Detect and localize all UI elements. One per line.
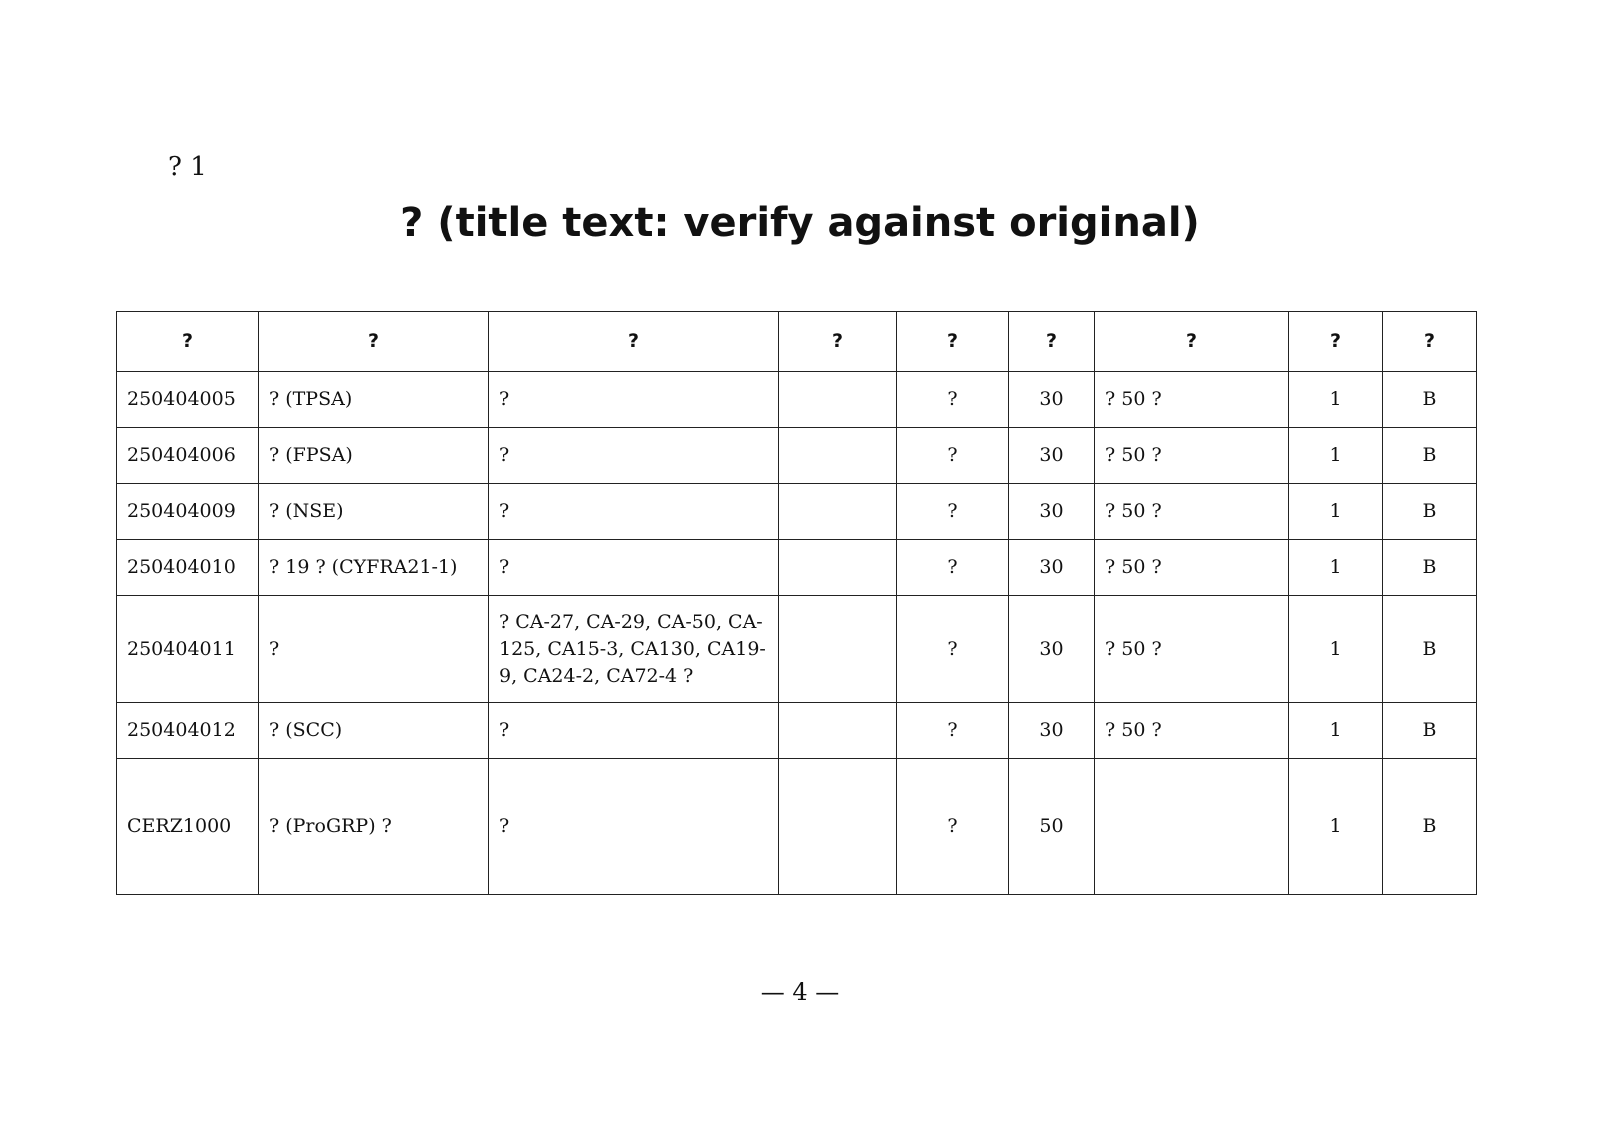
- header-payment-category: ?: [1289, 312, 1383, 372]
- cell-code: 250404012: [117, 703, 259, 759]
- table-row: [117, 484, 1477, 540]
- cell-stat: B: [1383, 428, 1477, 484]
- table-row: [117, 596, 1477, 703]
- cell-exclusions: [779, 540, 897, 596]
- table-row: [117, 703, 1477, 759]
- cell-name: ? (SCC): [259, 703, 489, 759]
- cell-exclusions: [779, 484, 897, 540]
- cell-payment: 1: [1289, 484, 1383, 540]
- header-item-content: ?: [489, 312, 779, 372]
- cell-price: 30: [1009, 484, 1095, 540]
- cell-name: ? (NSE): [259, 484, 489, 540]
- cell-code: 250404006: [117, 428, 259, 484]
- cell-unit: ?: [897, 759, 1009, 895]
- cell-stat: B: [1383, 540, 1477, 596]
- cell-notes: ? 50 ?: [1095, 703, 1289, 759]
- cell-notes: ? 50 ?: [1095, 540, 1289, 596]
- cell-stat: B: [1383, 759, 1477, 895]
- cell-code: 250404010: [117, 540, 259, 596]
- cell-unit: ?: [897, 428, 1009, 484]
- cell-unit: ?: [897, 596, 1009, 703]
- cell-exclusions: [779, 596, 897, 703]
- cell-stat: B: [1383, 484, 1477, 540]
- cell-code: 250404009: [117, 484, 259, 540]
- cell-name: ?: [259, 596, 489, 703]
- cell-unit: ?: [897, 703, 1009, 759]
- attachment-label: ? 1: [168, 152, 207, 182]
- cell-exclusions: [779, 703, 897, 759]
- cell-price: 30: [1009, 372, 1095, 428]
- cell-price: 30: [1009, 703, 1095, 759]
- cell-notes: [1095, 759, 1289, 895]
- table-row: [117, 428, 1477, 484]
- header-item-name: ?: [259, 312, 489, 372]
- cell-price: 50: [1009, 759, 1095, 895]
- header-pricing-notes: ?: [1095, 312, 1289, 372]
- cell-payment: 1: [1289, 759, 1383, 895]
- cell-unit: ?: [897, 540, 1009, 596]
- cell-stat: B: [1383, 372, 1477, 428]
- cell-unit: ?: [897, 372, 1009, 428]
- cell-content: ?: [489, 703, 779, 759]
- table-header-row: [117, 312, 1477, 372]
- cell-code: CERZ1000: [117, 759, 259, 895]
- cell-notes: ? 50 ?: [1095, 484, 1289, 540]
- cell-exclusions: [779, 372, 897, 428]
- header-pricing-unit: ?: [897, 312, 1009, 372]
- header-stat-category: ?: [1383, 312, 1477, 372]
- cell-stat: B: [1383, 703, 1477, 759]
- cell-content: ?: [489, 372, 779, 428]
- document-title: ? (title text: verify against original): [400, 200, 1200, 246]
- table-row: [117, 540, 1477, 596]
- table-row: [117, 372, 1477, 428]
- header-exclusions: ?: [779, 312, 897, 372]
- table-row: [117, 759, 1477, 895]
- cell-content: ?: [489, 484, 779, 540]
- cell-content: ?: [489, 759, 779, 895]
- cell-payment: 1: [1289, 596, 1383, 703]
- cell-price: 30: [1009, 540, 1095, 596]
- cell-notes: ? 50 ?: [1095, 372, 1289, 428]
- cell-exclusions: [779, 759, 897, 895]
- header-price: ?: [1009, 312, 1095, 372]
- cell-notes: ? 50 ?: [1095, 596, 1289, 703]
- cell-content: ?: [489, 540, 779, 596]
- cell-name: ? (FPSA): [259, 428, 489, 484]
- cell-code: 250404011: [117, 596, 259, 703]
- cell-payment: 1: [1289, 372, 1383, 428]
- cell-name: ? (TPSA): [259, 372, 489, 428]
- cell-name: ? (ProGRP) ?: [259, 759, 489, 895]
- cell-code: 250404005: [117, 372, 259, 428]
- cell-payment: 1: [1289, 540, 1383, 596]
- cell-price: 30: [1009, 428, 1095, 484]
- cell-price: 30: [1009, 596, 1095, 703]
- header-item-code: ?: [117, 312, 259, 372]
- cell-payment: 1: [1289, 428, 1383, 484]
- cell-notes: ? 50 ?: [1095, 428, 1289, 484]
- cell-unit: ?: [897, 484, 1009, 540]
- cell-exclusions: [779, 428, 897, 484]
- price-items-table: [116, 311, 1477, 895]
- page-number: — 4 —: [760, 978, 840, 1006]
- cell-content: ? CA-27, CA-29, CA-50, CA-125, CA15-3, CA130, CA19-9, CA24-2, CA72-4 ?: [489, 596, 779, 703]
- cell-name: ? 19 ? (CYFRA21-1): [259, 540, 489, 596]
- cell-stat: B: [1383, 596, 1477, 703]
- cell-payment: 1: [1289, 703, 1383, 759]
- cell-content: ?: [489, 428, 779, 484]
